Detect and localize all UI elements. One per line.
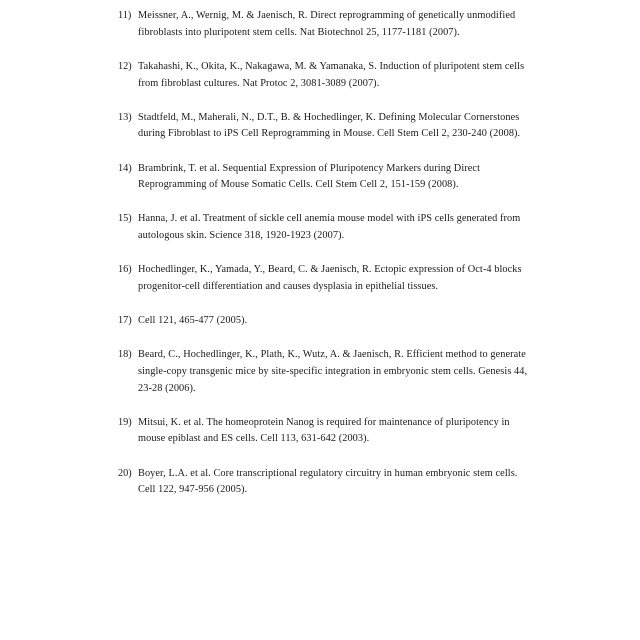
reference-number: 11) [118,10,132,21]
list-item [118,211,528,244]
reference-text: Brambrink, T. et al. Sequential Expression of Pluripotency Markers during Direct Reprogramming of Mouse Somatic Cells. Cell Stem Cell 2, 151-159 (2008). [138,162,481,191]
reference-text: Meissner, A., Wernig, M. & Jaenisch, R. Direct reprogramming of genetically unmodified fibroblasts into pluripotent stem cells. Nat Biotechnol 25, 1177-1181 (2007). [138,10,516,38]
reference-text: Hanna, J. et al. Treatment of sickle cell anemia mouse model with iPS cells generated from autologous skin. Science 318, 1920-1923 (2007). [138,213,521,242]
reference-text: Mitsui, K. et al. The homeoprotein Nanog is required for maintenance of pluripotency in mouse epiblast and ES cells. Cell 113, 631-642 (2003). [138,416,510,445]
reference-text: Takahashi, K., Okita, K., Nakagawa, M. & Yamanaka, S. Induction of pluripotent stem cells from fibroblast cultures. Nat Protoc 2, 3081-3089 (2007). [138,60,525,89]
reference-text: Beard, C., Hochedlinger, K., Plath, K., Wutz, A. & Jaenisch, R. Efficient method to generate single-copy transgenic mice by site-specific integration in embryonic stem cells. Genesis 44, 23-28 (2006). [138,349,528,394]
list-item [118,8,528,41]
list-item [118,347,528,397]
reference-text: Boyer, L.A. et al. Core transcriptional regulatory circuitry in human embryonic stem cells. Cell 122, 947-956 (2005). [138,467,518,496]
reference-text: Hochedlinger, K., Yamada, Y., Beard, C. & Jaenisch, R. Ectopic expression of Oct-4 blocks progenitor-cell differentiation and causes dysplasia in epithelial tissues. [138,264,522,292]
list-item [118,262,528,295]
reference-list [118,8,528,516]
reference-text: Stadtfeld, M., Maherali, N., D.T., B. & Hochedlinger, K. Defining Molecular Cornerstones during Fibroblast to iPS Cell Reprogramming in Mouse. Cell Stem Cell 2, 230-240 (2008). [138,111,521,140]
list-item [118,110,528,143]
list-item [118,466,528,499]
list-item [118,313,528,330]
reference-number: 20) [118,467,132,479]
reference-number: 13) [118,111,132,123]
reference-number: 16) [118,264,132,276]
reference-number: 15) [118,213,132,225]
reference-number: 14) [118,162,132,174]
reference-number: 12) [118,60,132,72]
list-item [118,59,528,92]
reference-number: 18) [118,349,132,361]
list-item [118,161,528,194]
list-item [118,415,528,448]
reference-number: 19) [118,416,132,428]
reference-text: Cell 121, 465-477 (2005). [138,315,248,327]
reference-number: 17) [118,315,132,327]
